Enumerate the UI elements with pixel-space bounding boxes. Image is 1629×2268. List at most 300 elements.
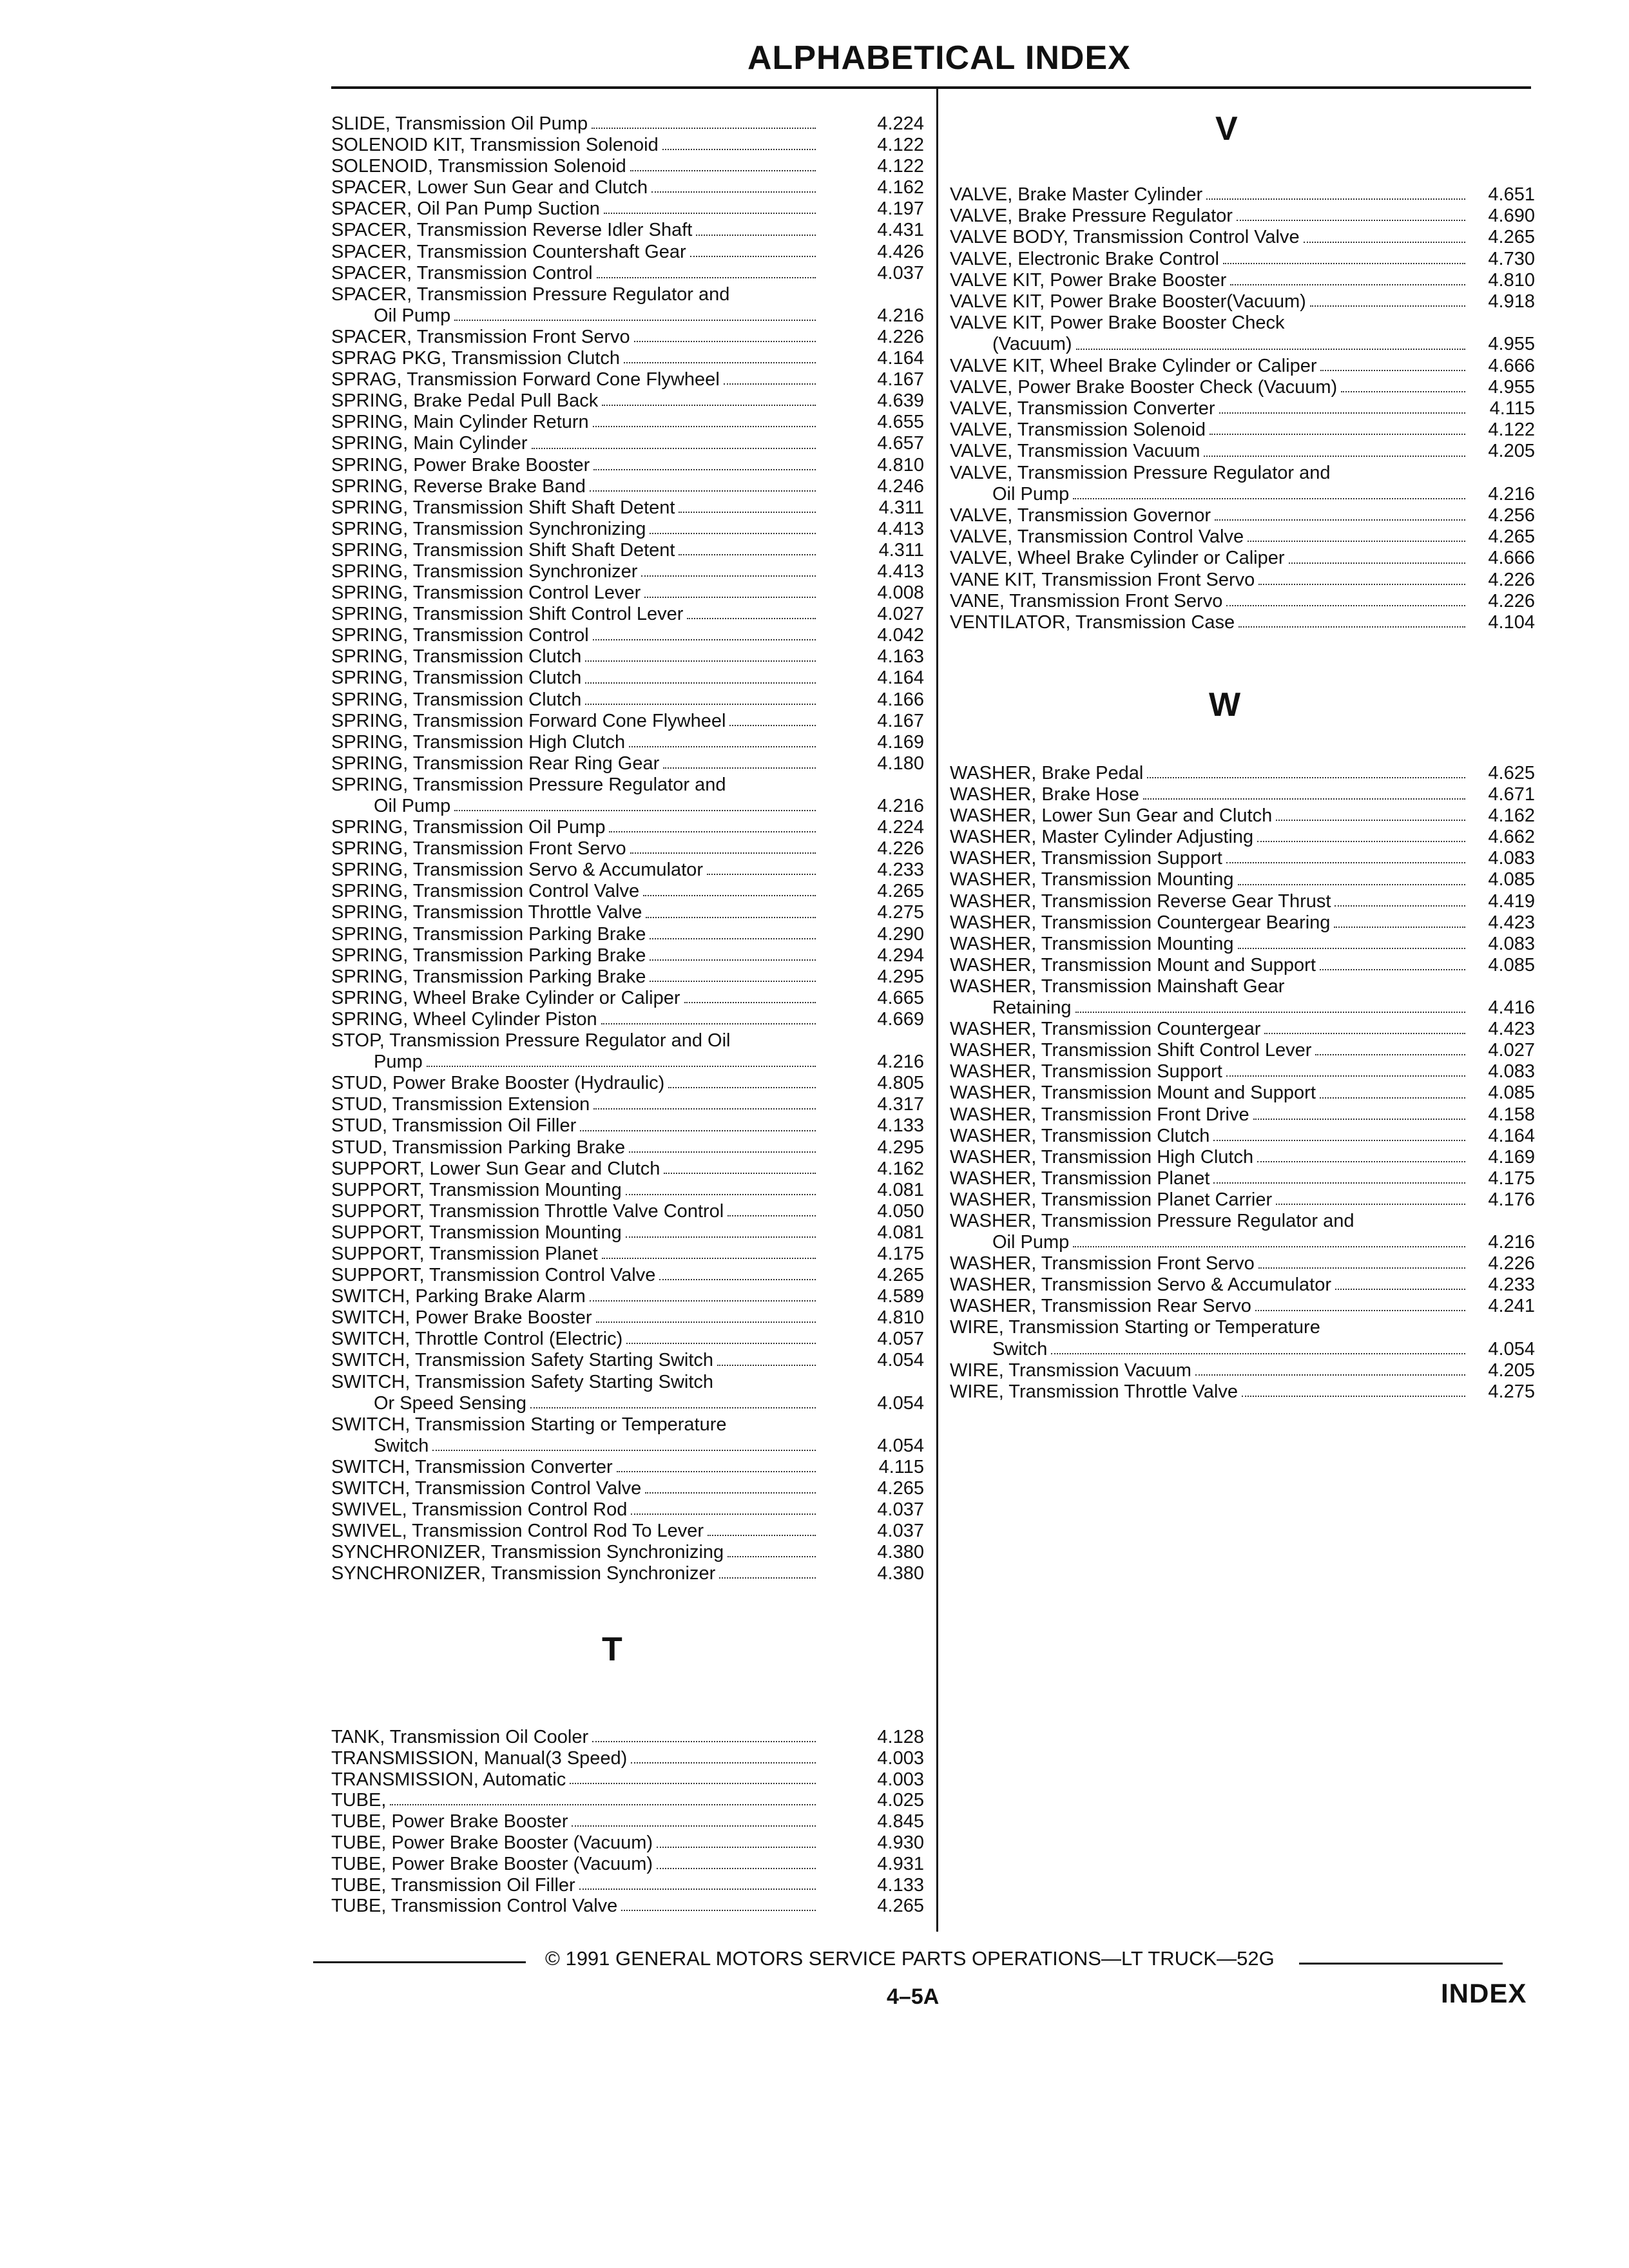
entry-page: 4.226 — [877, 838, 924, 860]
leader-dots — [1334, 927, 1465, 928]
index-entry — [950, 1019, 1535, 1040]
index-entry — [331, 1790, 924, 1811]
index-entry — [331, 1854, 924, 1875]
entry-page: 4.226 — [1488, 590, 1535, 611]
leader-dots — [432, 1450, 816, 1451]
entry-page: 4.158 — [1488, 1104, 1535, 1125]
entry-name: SPACER, Transmission Reverse Idler Shaft — [331, 220, 693, 241]
index-entry — [331, 838, 924, 860]
entry-page: 4.639 — [877, 390, 924, 412]
entry-name: SPRING, Transmission Shift Control Lever — [331, 604, 684, 625]
index-entry — [331, 1094, 924, 1115]
index-entry — [950, 848, 1535, 869]
entry-page: 4.037 — [877, 1499, 924, 1521]
index-entry — [331, 476, 924, 497]
index-entry — [331, 263, 924, 284]
index-entry — [331, 1542, 924, 1563]
leader-dots — [1258, 584, 1465, 585]
leader-dots — [572, 1825, 816, 1827]
entry-name: SWITCH, Transmission Safety Starting Switch — [331, 1350, 714, 1371]
leader-dots — [1073, 1246, 1465, 1247]
index-entry — [331, 1521, 924, 1542]
index-entry — [331, 1563, 924, 1584]
index-entry — [331, 198, 924, 220]
leader-dots — [662, 149, 816, 150]
index-entry — [331, 646, 924, 668]
column-divider — [936, 89, 938, 1932]
entry-name: VALVE KIT, Power Brake Booster Check — [950, 312, 1285, 334]
index-entry — [331, 348, 924, 369]
entry-page: 4.081 — [877, 1179, 924, 1200]
header-rule — [331, 86, 1531, 89]
entry-name: SUPPORT, Lower Sun Gear and Clutch — [331, 1158, 660, 1179]
index-entry — [331, 540, 924, 561]
entry-name: SUPPORT, Transmission Mounting — [331, 1179, 622, 1200]
index-entry — [950, 1296, 1535, 1317]
entry-page: 4.054 — [877, 1350, 924, 1371]
leader-dots — [1213, 1182, 1465, 1184]
leader-dots — [679, 512, 816, 513]
leader-dots — [679, 554, 816, 555]
leader-dots — [1315, 1054, 1465, 1055]
index-entry — [950, 1061, 1535, 1082]
entry-page: 4.083 — [1488, 1061, 1535, 1082]
index-entry — [331, 945, 924, 966]
page-title: ALPHABETICAL INDEX — [747, 39, 1131, 77]
entry-name-continued: Switch — [992, 1338, 1048, 1360]
entry-page: 4.216 — [1488, 483, 1535, 505]
leader-dots — [1341, 391, 1465, 392]
entry-page: 4.233 — [1488, 1274, 1535, 1296]
index-entry — [950, 1317, 1535, 1360]
leader-dots — [630, 852, 816, 854]
entry-page: 4.025 — [877, 1790, 924, 1811]
entry-page: 4.930 — [877, 1832, 924, 1853]
entry-name: STOP, Transmission Pressure Regulator and Oil — [331, 1030, 731, 1052]
leader-dots — [1242, 1396, 1465, 1397]
entry-name: SPRING, Transmission Synchronizing — [331, 518, 646, 539]
leader-dots — [1206, 198, 1465, 200]
entry-page: 4.167 — [877, 369, 924, 390]
index-entry — [950, 784, 1535, 805]
entry-name: SYNCHRONIZER, Transmission Synchronizer — [331, 1563, 716, 1584]
entry-page: 4.175 — [877, 1243, 924, 1264]
entry-page: 4.081 — [877, 1222, 924, 1243]
leader-dots — [530, 1407, 816, 1408]
entry-name: TUBE, Transmission Oil Filler — [331, 1874, 575, 1896]
index-entry — [331, 668, 924, 689]
leader-dots — [630, 170, 816, 171]
entry-name: SPRING, Transmission Clutch — [331, 646, 582, 668]
entry-page: 4.730 — [1488, 248, 1535, 269]
entry-page: 4.054 — [877, 1392, 924, 1414]
leader-dots — [719, 1577, 816, 1579]
entry-page: 4.955 — [1488, 376, 1535, 398]
entry-name: SOLENOID, Transmission Solenoid — [331, 156, 626, 177]
index-entry — [950, 570, 1535, 591]
entry-name: SPRING, Transmission Throttle Valve — [331, 902, 642, 923]
leader-dots — [1215, 519, 1465, 521]
entry-page: 4.265 — [877, 1478, 924, 1499]
entry-name: VALVE, Transmission Governor — [950, 505, 1211, 526]
index-entry — [331, 1115, 924, 1137]
index-entry — [331, 135, 924, 156]
index-entry — [950, 763, 1535, 784]
index-entry — [331, 1457, 924, 1478]
entry-name: SPRING, Transmission Oil Pump — [331, 817, 606, 838]
entry-page: 4.226 — [1488, 1253, 1535, 1274]
entry-page: 4.810 — [877, 1307, 924, 1329]
entry-name: WIRE, Transmission Throttle Valve — [950, 1381, 1238, 1402]
index-entry — [331, 113, 924, 135]
leader-dots — [570, 1783, 816, 1784]
entry-name: WASHER, Transmission Mount and Support — [950, 1082, 1316, 1104]
entry-page: 4.655 — [877, 412, 924, 433]
entry-page: 4.205 — [1488, 1360, 1535, 1381]
leader-dots — [1237, 220, 1465, 221]
leader-dots — [597, 277, 816, 278]
entry-name: TUBE, Transmission Control Valve — [331, 1896, 618, 1917]
index-entry — [950, 356, 1535, 377]
leader-dots — [1226, 862, 1465, 863]
index-entry — [331, 1896, 924, 1917]
footer-rule-right — [1299, 1963, 1503, 1965]
leader-dots — [593, 426, 816, 427]
leader-dots — [1239, 626, 1465, 628]
entry-page: 4.246 — [877, 476, 924, 497]
leader-dots — [1238, 884, 1465, 885]
entry-name-continued: Or Speed Sensing — [374, 1392, 526, 1414]
entry-name: SPRING, Power Brake Booster — [331, 454, 590, 476]
entry-name-continued: Oil Pump — [374, 796, 451, 816]
section-letter-w: W — [1209, 686, 1241, 724]
leader-dots — [617, 1471, 816, 1472]
leader-dots — [728, 1215, 816, 1216]
entry-page: 4.003 — [877, 1747, 924, 1769]
index-entry — [950, 1147, 1535, 1168]
entry-name: SPRING, Transmission Control Valve — [331, 881, 640, 902]
entry-name: TRANSMISSION, Automatic — [331, 1769, 566, 1790]
entry-name: WASHER, Brake Hose — [950, 784, 1139, 805]
index-entry — [950, 227, 1535, 248]
leader-dots — [1230, 284, 1465, 285]
entry-name: VALVE KIT, Wheel Brake Cylinder or Caliper — [950, 355, 1317, 376]
index-entry — [950, 377, 1535, 398]
entry-name: VALVE, Transmission Solenoid — [950, 419, 1206, 441]
entry-page: 4.054 — [877, 1435, 924, 1456]
entry-page: 4.265 — [1488, 227, 1535, 248]
entry-page: 4.233 — [877, 860, 924, 881]
index-entry — [331, 1244, 924, 1265]
entry-page: 4.290 — [877, 923, 924, 945]
entry-name: SWITCH, Transmission Converter — [331, 1456, 613, 1477]
leader-dots — [590, 490, 816, 492]
entry-name-continued: Oil Pump — [374, 305, 451, 326]
entry-name: SYNCHRONIZER, Transmission Synchronizing — [331, 1542, 724, 1563]
entry-name: SPRING, Brake Pedal Pull Back — [331, 390, 599, 412]
entry-page: 4.955 — [1488, 334, 1535, 355]
entry-page: 4.416 — [1488, 997, 1535, 1019]
entry-name: SPRING, Reverse Brake Band — [331, 476, 586, 497]
leader-dots — [1320, 969, 1465, 970]
index-entry — [950, 591, 1535, 612]
entry-name: VALVE KIT, Power Brake Booster(Vacuum) — [950, 291, 1306, 312]
leader-dots — [690, 256, 816, 257]
leader-dots — [687, 618, 816, 619]
leader-dots — [585, 660, 816, 662]
leader-dots — [1304, 242, 1465, 243]
leader-dots — [646, 917, 816, 918]
entry-page: 4.104 — [1488, 612, 1535, 633]
entry-name: VALVE, Transmission Converter — [950, 398, 1215, 419]
entry-name: WASHER, Transmission Front Drive — [950, 1104, 1249, 1125]
section-letter-v: V — [1215, 110, 1238, 148]
entry-name: TUBE, Power Brake Booster — [331, 1811, 568, 1832]
entry-page: 4.216 — [877, 796, 924, 816]
entry-name: VALVE, Brake Pressure Regulator — [950, 206, 1233, 227]
footer-copyright: © 1991 GENERAL MOTORS SERVICE PARTS OPERATIONS—LT TRUCK—52G — [545, 1947, 1275, 1970]
entry-name: SWITCH, Transmission Starting or Temperature — [331, 1414, 727, 1435]
entry-page: 4.205 — [1488, 441, 1535, 462]
entry-name-continued: (Vacuum) — [992, 334, 1072, 355]
index-entry — [331, 966, 924, 988]
leader-dots — [580, 1130, 816, 1131]
entry-name: SPRING, Transmission Control — [331, 625, 589, 646]
entry-name: SPRING, Transmission Parking Brake — [331, 945, 646, 966]
index-entry — [331, 604, 924, 625]
index-entry — [950, 1126, 1535, 1147]
index-entry — [331, 519, 924, 540]
entry-name: SPRING, Transmission Control Lever — [331, 582, 641, 604]
entry-name: WASHER, Lower Sun Gear and Clutch — [950, 805, 1273, 827]
entry-name: VENTILATOR, Transmission Case — [950, 612, 1235, 633]
leader-dots — [593, 469, 816, 470]
entry-page: 4.162 — [877, 1158, 924, 1179]
leader-dots — [644, 597, 816, 598]
entry-page: 4.419 — [1488, 890, 1535, 912]
leader-dots — [1195, 1374, 1465, 1376]
entry-name: WASHER, Transmission High Clutch — [950, 1146, 1254, 1168]
entry-name: SPRING, Transmission Shift Shaft Detent — [331, 497, 675, 518]
entry-page: 4.037 — [877, 262, 924, 284]
entry-name: WASHER, Master Cylinder Adjusting — [950, 827, 1254, 848]
entry-name-continued: Switch — [374, 1435, 429, 1456]
leader-dots — [1213, 1140, 1465, 1141]
entry-name: SPACER, Transmission Pressure Regulator and — [331, 284, 730, 305]
leader-dots — [728, 1556, 816, 1557]
entry-name: STUD, Transmission Extension — [331, 1094, 590, 1115]
entry-page: 4.115 — [878, 1456, 924, 1477]
leader-dots — [626, 1194, 816, 1195]
leader-dots — [634, 341, 816, 342]
index-entry — [950, 398, 1535, 419]
entry-name: SPRING, Transmission Parking Brake — [331, 923, 646, 945]
index-entry — [331, 753, 924, 774]
entry-name: SPRING, Transmission Clutch — [331, 668, 582, 689]
entry-page: 4.197 — [877, 198, 924, 220]
index-entry — [331, 1158, 924, 1180]
leader-dots — [1276, 820, 1465, 821]
entry-page: 4.175 — [1488, 1168, 1535, 1189]
index-entry — [950, 312, 1535, 355]
index-entry — [950, 441, 1535, 462]
index-entry — [331, 327, 924, 348]
leader-dots — [1076, 349, 1465, 350]
index-entry — [950, 1189, 1535, 1211]
leader-dots — [626, 1236, 816, 1238]
entry-page: 4.216 — [877, 305, 924, 326]
entry-name: WASHER, Transmission Rear Servo — [950, 1296, 1251, 1317]
entry-name: TANK, Transmission Oil Cooler — [331, 1727, 589, 1747]
leader-dots — [602, 1258, 816, 1259]
entry-name: SPRAG PKG, Transmission Clutch — [331, 348, 621, 369]
leader-dots — [1264, 1033, 1465, 1034]
leader-dots — [650, 981, 816, 982]
entry-page: 4.275 — [1488, 1381, 1535, 1402]
leader-dots — [1147, 777, 1465, 778]
index-entry — [331, 1414, 924, 1457]
entry-name: WASHER, Transmission Pressure Regulator and — [950, 1210, 1354, 1231]
index-entry — [331, 412, 924, 433]
leader-dots — [596, 1321, 816, 1323]
entry-page: 4.180 — [877, 753, 924, 774]
entry-name: VALVE, Wheel Brake Cylinder or Caliper — [950, 548, 1285, 569]
entry-name: VANE KIT, Transmission Front Servo — [950, 569, 1255, 590]
entry-page: 4.931 — [877, 1853, 924, 1874]
entry-name: SPRING, Main Cylinder — [331, 433, 528, 454]
entry-page: 4.295 — [877, 966, 924, 987]
index-entry — [950, 505, 1535, 526]
leader-dots — [724, 383, 816, 385]
section-letter-t: T — [602, 1631, 622, 1668]
entry-name: VALVE KIT, Power Brake Booster — [950, 269, 1227, 291]
leader-dots — [532, 448, 816, 449]
leader-dots — [696, 235, 816, 236]
entry-page: 4.275 — [877, 902, 924, 923]
entry-name: SWIVEL, Transmission Control Rod — [331, 1499, 628, 1521]
entry-name: SPRING, Transmission Synchronizer — [331, 561, 638, 582]
index-entry — [331, 455, 924, 476]
entry-page: 4.657 — [877, 433, 924, 454]
entry-page: 4.426 — [877, 241, 924, 262]
index-entry — [950, 869, 1535, 890]
entry-page: 4.224 — [877, 113, 924, 134]
entry-name: TUBE, Power Brake Booster (Vacuum) — [331, 1832, 653, 1853]
leader-dots — [668, 1087, 816, 1088]
entry-page: 4.042 — [877, 625, 924, 646]
leader-dots — [1051, 1353, 1465, 1354]
leader-dots — [729, 725, 816, 726]
index-entry — [950, 827, 1535, 848]
entry-name-continued: Pump — [374, 1052, 423, 1073]
entry-page: 4.027 — [877, 604, 924, 625]
leader-dots — [1335, 905, 1465, 907]
entry-name: VALVE BODY, Transmission Control Valve — [950, 227, 1300, 248]
index-entry — [331, 369, 924, 390]
entry-name: WASHER, Transmission Planet Carrier — [950, 1189, 1273, 1210]
index-entry — [950, 976, 1535, 1019]
index-entry — [331, 433, 924, 454]
entry-name: VALVE, Transmission Pressure Regulator and — [950, 462, 1331, 483]
leader-dots — [592, 1741, 816, 1742]
entry-page: 4.216 — [877, 1052, 924, 1073]
index-entry — [331, 924, 924, 945]
entry-name: SOLENOID KIT, Transmission Solenoid — [331, 135, 659, 156]
entry-page: 4.810 — [877, 454, 924, 476]
index-entry — [950, 1211, 1535, 1253]
entry-name: SPRING, Transmission High Clutch — [331, 731, 626, 753]
entry-page: 4.176 — [1488, 1189, 1535, 1210]
entry-name: WASHER, Transmission Reverse Gear Thrust — [950, 890, 1331, 912]
index-entry — [331, 1875, 924, 1896]
index-entry — [331, 1727, 924, 1748]
index-entry — [950, 1082, 1535, 1104]
entry-name: VALVE, Brake Master Cylinder — [950, 184, 1203, 205]
index-entry — [950, 1168, 1535, 1189]
leader-dots — [629, 1151, 816, 1153]
leader-dots — [1257, 841, 1465, 842]
index-entry — [331, 1832, 924, 1854]
index-entry — [950, 548, 1535, 569]
entry-page: 4.166 — [877, 689, 924, 710]
entry-name: WASHER, Transmission Clutch — [950, 1125, 1210, 1146]
leader-dots — [651, 191, 816, 193]
leader-dots — [1143, 798, 1465, 800]
entry-page: 4.666 — [1488, 548, 1535, 569]
index-entry — [331, 1009, 924, 1030]
entry-page: 4.311 — [878, 539, 924, 561]
entry-name: VALVE, Electronic Brake Control — [950, 248, 1219, 269]
w-section-entries — [950, 763, 1535, 1403]
index-entry — [331, 390, 924, 412]
leader-dots — [592, 128, 816, 129]
index-entry — [331, 1769, 924, 1791]
entry-page: 4.122 — [1488, 419, 1535, 441]
index-entry — [950, 270, 1535, 291]
entry-name: STUD, Transmission Parking Brake — [331, 1137, 626, 1158]
entry-name: VANE, Transmission Front Servo — [950, 590, 1223, 611]
entry-page: 4.226 — [877, 326, 924, 347]
index-entry — [950, 206, 1535, 227]
leader-dots — [650, 959, 816, 961]
entry-page: 4.669 — [877, 1008, 924, 1030]
entry-name: SPRAG, Transmission Forward Cone Flywheel — [331, 369, 720, 390]
entry-name: VALVE, Power Brake Booster Check (Vacuum) — [950, 376, 1338, 398]
leader-dots — [1073, 498, 1465, 499]
entry-name: WASHER, Transmission Mounting — [950, 933, 1234, 954]
entry-name: SWITCH, Power Brake Booster — [331, 1307, 592, 1329]
index-entry — [331, 497, 924, 519]
leader-dots — [585, 704, 816, 705]
entry-page: 4.162 — [1488, 805, 1535, 827]
leader-dots — [427, 1066, 816, 1067]
leader-dots — [624, 362, 816, 363]
entry-page: 4.085 — [1488, 954, 1535, 975]
leader-dots — [1320, 370, 1465, 371]
leader-dots — [1210, 434, 1465, 435]
entry-name: SPRING, Wheel Cylinder Piston — [331, 1008, 597, 1030]
entry-page: 4.671 — [1488, 784, 1535, 805]
entry-page: 4.085 — [1488, 1082, 1535, 1104]
entry-page: 4.845 — [877, 1811, 924, 1832]
entry-name: SUPPORT, Transmission Planet — [331, 1243, 598, 1264]
t-section-entries — [331, 1727, 924, 1917]
index-entry — [331, 988, 924, 1009]
entry-name: WASHER, Transmission Support — [950, 848, 1222, 869]
leader-dots — [1226, 1075, 1465, 1077]
entry-page: 4.265 — [877, 1896, 924, 1917]
leader-dots — [601, 1023, 816, 1024]
